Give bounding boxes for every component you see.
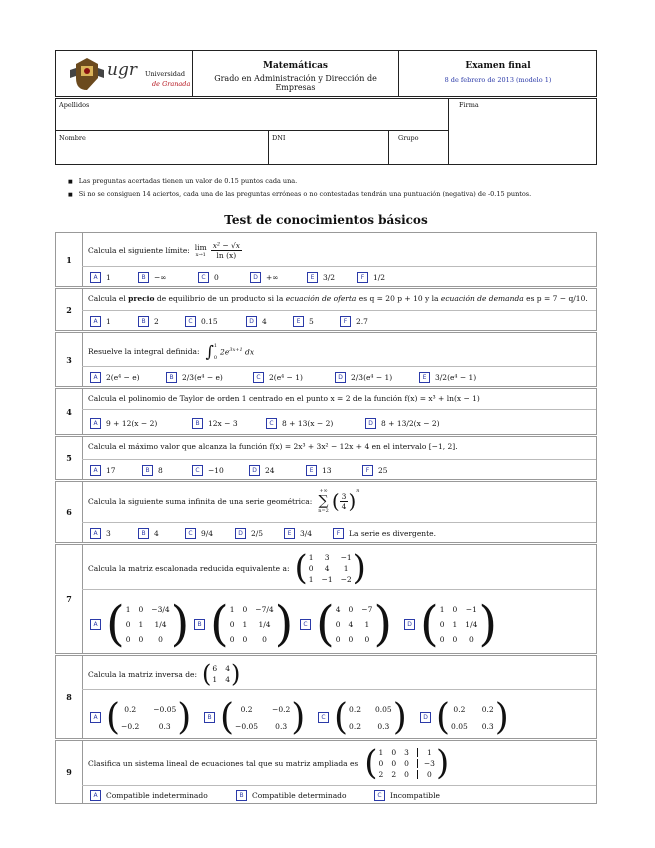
option-c[interactable]: C 0.15 <box>185 316 218 327</box>
option-a[interactable]: A 1 <box>90 316 111 327</box>
option-d[interactable]: D ( 1 0 −1 0 1 1/4 0 0 0 ) <box>404 596 497 652</box>
options-row <box>82 785 596 805</box>
option-f[interactable]: F 2.7 <box>340 316 368 327</box>
option-c[interactable]: C ( 4 0 −7 0 4 1 0 0 0 ) <box>300 596 392 652</box>
options-row <box>82 366 596 388</box>
question-number: 3 <box>56 333 83 386</box>
question-8 <box>55 655 597 739</box>
option-a[interactable]: A ( 0.2 −0.05 −0.2 0.3 ) <box>90 697 191 738</box>
form-col-dni <box>268 130 269 165</box>
option-a[interactable]: A Compatible indeterminado <box>90 790 208 801</box>
field-apellidos[interactable]: Apellidos <box>59 101 90 109</box>
field-firma[interactable]: Firma <box>459 101 479 109</box>
question-number: 9 <box>56 741 83 803</box>
option-b[interactable]: B 12x − 3 <box>192 418 238 429</box>
form-row-divider <box>55 130 448 131</box>
option-c[interactable]: C −10 <box>192 465 224 476</box>
question-number: 5 <box>56 437 83 479</box>
question-text: Resuelve la integral definida: <box>88 347 200 356</box>
option-a[interactable]: A ( 1 0 −3/4 0 1 1/4 0 0 0 ) <box>90 596 189 652</box>
option-b[interactable]: B ( 1 0 −7/4 0 1 1/4 0 0 0 ) <box>194 596 293 652</box>
rule-1: ■ Las preguntas acertadas tienen un valor de 0.15 puntos cada una. <box>68 177 298 185</box>
options-row <box>82 310 596 332</box>
series-expression: +∞ ∑ n=2 ( 3 4 ) $^n$ <box>318 488 360 514</box>
statement-matrix: ( 1 3 −1 0 4 1 1 −1 −2 ) <box>294 548 366 588</box>
limit-expression: lim x→1 x² − √x ln (x) <box>194 241 241 260</box>
field-dni[interactable]: DNI <box>272 134 286 142</box>
augmented-matrix: ( 1 0 3 1 0 0 0 −3 2 2 0 0 ) <box>364 743 450 783</box>
option-e[interactable]: E 5 <box>293 316 314 327</box>
question-text: Clasifica un sistema lineal de ecuaciones tal que su matriz ampliada es <box>88 758 359 768</box>
question-4 <box>55 388 597 435</box>
option-b[interactable]: B −∞ <box>138 272 167 283</box>
option-b[interactable]: B 2 <box>138 316 159 327</box>
option-e[interactable]: E 13 <box>306 465 332 476</box>
option-b[interactable]: B 8 <box>142 465 163 476</box>
course-subtitle: Grado en Administración y Dirección de Empresas <box>214 74 377 92</box>
question-number: 1 <box>56 233 83 286</box>
question-number: 8 <box>56 656 83 738</box>
logo-ugr-text: ugr <box>107 60 137 80</box>
logo-university-line2: de Granada <box>152 80 191 88</box>
question-2 <box>55 288 597 331</box>
option-d[interactable]: D +∞ <box>250 272 279 283</box>
option-c[interactable]: C 0 <box>198 272 219 283</box>
option-c[interactable]: C 8 + 13(x − 2) <box>266 418 333 429</box>
rule-2: ■ Si no se consiguen 14 aciertos, cada una de las preguntas erróneas o no contestadas tendrán una puntuación (negativa) de -0.15 puntos. <box>68 190 532 198</box>
question-text: Calcula la matriz escalonada reducida equivalente a: <box>88 563 290 573</box>
question-number: 6 <box>56 482 83 542</box>
question-3 <box>55 332 597 387</box>
options-row <box>82 522 596 544</box>
question-number: 7 <box>56 545 83 653</box>
question-text: Calcula el precio de equilibrio de un producto si la ecuación de oferta es q = 20 p + 10 y la ecuación de demanda es p = 7 − q/10. <box>88 294 588 303</box>
options-row <box>82 589 596 655</box>
options-row <box>82 459 596 481</box>
option-b[interactable]: B 2/3(e⁴ − e) <box>166 372 223 383</box>
options-row <box>82 689 596 740</box>
integral-expression: ∫ 1 0 $2e^{3x+1}$ dx <box>205 342 255 361</box>
option-b[interactable]: B 4 <box>138 528 159 539</box>
form-col-firma <box>448 98 449 165</box>
question-text: Calcula el siguiente límite: <box>88 246 190 255</box>
form-col-grupo <box>388 130 389 165</box>
option-b[interactable]: B Compatible determinado <box>236 790 346 801</box>
option-d[interactable]: D ( 0.2 0.2 0.05 0.3 ) <box>420 697 509 738</box>
option-c[interactable]: C 2(e⁴ − 1) <box>253 372 303 383</box>
option-a[interactable]: A 2(e⁴ − e) <box>90 372 140 383</box>
section-title: Test de conocimientos básicos <box>224 213 428 227</box>
option-f[interactable]: F 1/2 <box>357 272 385 283</box>
option-a[interactable]: A 9 + 12(x − 2) <box>90 418 157 429</box>
options-row <box>82 409 596 436</box>
header-divider-2 <box>398 50 399 97</box>
option-c[interactable]: C 9/4 <box>185 528 213 539</box>
option-d[interactable]: D 4 <box>246 316 267 327</box>
option-a[interactable]: A 17 <box>90 465 116 476</box>
option-d[interactable]: D 2/3(e⁴ − 1) <box>335 372 392 383</box>
option-a[interactable]: A 3 <box>90 528 111 539</box>
option-d[interactable]: D 24 <box>249 465 275 476</box>
question-text: Calcula el polinomio de Taylor de orden 1 centrado en el punto x = 2 de la función f(x) = x³ + ln(x − 1) <box>88 394 480 403</box>
options-row <box>82 266 596 288</box>
question-text: Calcula el máximo valor que alcanza la función f(x) = 2x³ + 3x² − 12x + 4 en el intervalo [−1, 2]. <box>88 442 458 451</box>
field-nombre[interactable]: Nombre <box>59 134 86 142</box>
exam-title: Examen final <box>465 61 531 71</box>
question-6 <box>55 481 597 543</box>
question-number: 4 <box>56 389 83 434</box>
question-9 <box>55 740 597 804</box>
option-c[interactable]: C Incompatible <box>374 790 440 801</box>
exam-date: 8 de febrero de 2013 (modelo 1) <box>444 76 552 84</box>
logo-university-line1: Universidad <box>145 70 185 78</box>
course-title: Matemáticas <box>263 61 328 71</box>
option-e[interactable]: E 3/2 <box>307 272 335 283</box>
option-c[interactable]: C ( 0.2 0.05 0.2 0.3 ) <box>318 697 407 738</box>
question-text: Calcula la siguiente suma infinita de una serie geométrica: <box>88 496 313 506</box>
form-frame <box>55 98 597 165</box>
option-d[interactable]: D 8 + 13/2(x − 2) <box>365 418 440 429</box>
option-f[interactable]: F La serie es divergente. <box>333 528 436 539</box>
option-e[interactable]: E 3/4 <box>284 528 312 539</box>
question-7 <box>55 544 597 654</box>
option-e[interactable]: E 3/2(e⁴ − 1) <box>419 372 476 383</box>
statement-matrix: ( 6 4 1 4 ) <box>202 660 241 688</box>
option-a[interactable]: A 1 <box>90 272 111 283</box>
question-text: Calcula la matriz inversa de: <box>88 669 198 679</box>
option-b[interactable]: B ( 0.2 −0.2 −0.05 0.3 ) <box>204 697 305 738</box>
field-grupo[interactable]: Grupo <box>398 134 419 142</box>
option-f[interactable]: F 25 <box>362 465 388 476</box>
question-number: 2 <box>56 289 83 330</box>
question-1 <box>55 232 597 287</box>
university-logo <box>68 56 106 92</box>
option-d[interactable]: D 2/5 <box>235 528 263 539</box>
question-5 <box>55 436 597 480</box>
